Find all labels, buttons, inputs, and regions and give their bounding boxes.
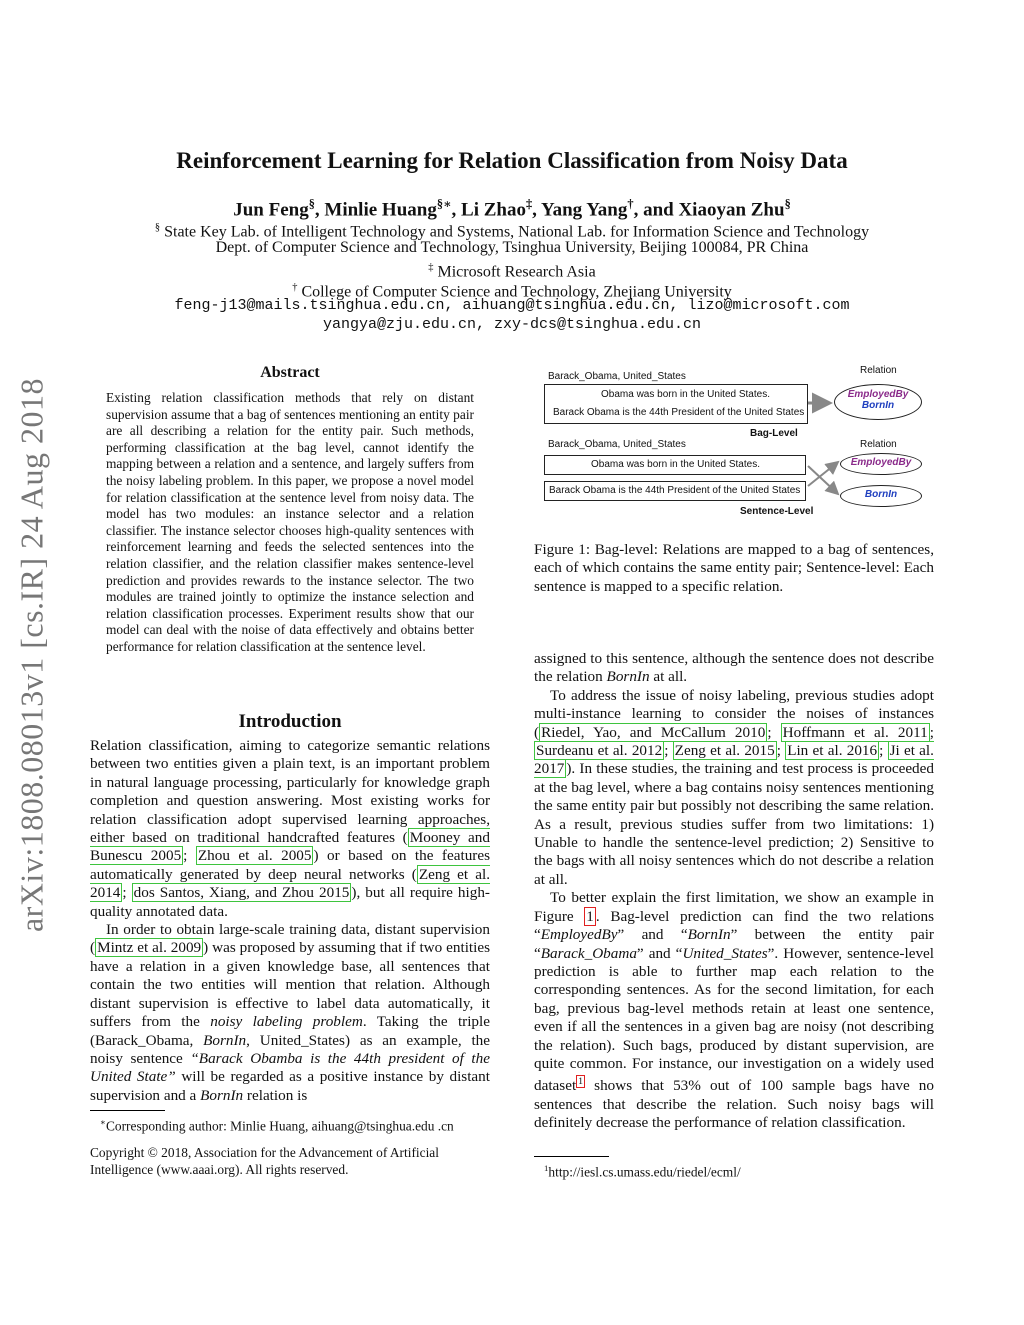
- sentence-relation-ellipse-2: [840, 485, 922, 507]
- intro-paragraph-2: In order to obtain large-scale training data, distant supervision ( Mintz et al. 2009 ) was proposed by assuming that if two entities have a relation in a given knowledge base, all sentences that contain the two entities will mention that relation. Although distant supervision is effective to label data automatically, it suffers from the noisy labeling problem. Taking the triple (Barack_Obama, BornIn, United_States) as an example, the noisy sentence “Barack Obamba is the 44th president of the United State” will be regarded as a positive instance by distant supervision and a BornIn relation is: [90, 921, 491, 1104]
- rel-bornin-2: BornIn: [864, 489, 898, 500]
- citation-link[interactable]: Lin et al. 2016: [787, 742, 878, 760]
- sentence-box-1: [544, 455, 806, 475]
- bag-sentence-2: Barack Obama is the 44th President of the United States: [553, 407, 805, 418]
- footnote-rule-right: [534, 1156, 609, 1157]
- citation-link[interactable]: Ji et al. 2017: [534, 742, 934, 778]
- sentence-arrow-1: [808, 462, 838, 486]
- right-paragraph-0: assigned to this sentence, although the sentence does not describe the relation BornIn at all.: [534, 650, 934, 686]
- sentence-relation-ellipse-1: [840, 453, 922, 475]
- bag-relation-ellipse: [834, 384, 922, 420]
- citation-link[interactable]: Mintz et al. 2009: [97, 939, 202, 957]
- right-paragraph-1: To address the issue of noisy labeling, previous studies adopt multi-instance learning to consider the noises of instances ( Riedel, Yao, and McCallum 2010 ; Hoffmann et al. 2011 ; Surdeanu et al. 2012 ; Zeng et al. 2015 ; Lin et al. 2016 ; Ji et al. 2017 ). In these studies, the training and test process is proceeded at the bag level, where a bag contains noisy sentences mentioning the same entity pair but possibly not describing the same relation. As a result, previous studies suffer from two limitations: 1) Unable to handle the sentence-level prediction; 2) Sensitive to the bags with all noisy sentences which do not describe a relation at all.: [534, 686, 934, 888]
- citation-link[interactable]: Mooney and Bunescu 2005: [90, 829, 490, 865]
- abstract-heading: Abstract: [260, 364, 320, 381]
- citation-link[interactable]: Riedel, Yao, and McCallum 2010: [541, 723, 766, 741]
- paper-title: Reinforcement Learning for Relation Classification from Noisy Data: [176, 148, 848, 173]
- figure-ref-link[interactable]: 1: [586, 907, 594, 925]
- abstract-text: Existing relation classification methods that rely on distant supervision assume that a bag of sentences mentioning an entity pair are all describing a relation for the entity pair. Such methods, performing classification at the bag level, cannot identify the mapping between a relation and a sentence, and largely suffers from the noisy labeling problem. In this paper, we propose a novel model for relation classification at the sentence level from noisy data. The model has two modules: an instance selector and a relation classifier. The instance selector chooses high-quality sentences with reinforcement learning and feeds the selected sentences into the relation classifier, and the relation classifier makes sentence-level prediction and provides rewards to the instance selector. The two modules are trained jointly to optimize the instance selection and relation classification processes. Experiment results show that our model can deal with the noise of data effectively and obtains better performance for relation classification at the sentence level.: [106, 390, 474, 654]
- rel-bornin: BornIn: [861, 400, 895, 411]
- bag-level-label: Bag-Level: [750, 428, 798, 439]
- rel-employedby: EmployedBy: [847, 389, 909, 400]
- intro-body: [90, 737, 490, 1105]
- sentence-1: Obama was born in the United States.: [591, 459, 760, 470]
- copyright-notice: Copyright © 2018, Association for the Advancement of Artificial Intelligence (www.aaai.org). All rights reserved.: [90, 1145, 439, 1177]
- emails-2: yangya@zju.edu.cn, zxy-dcs@tsinghua.edu.cn: [322, 316, 702, 333]
- citation-link[interactable]: Hoffmann et al. 2011: [782, 723, 928, 741]
- sentence-2: Barack Obama is the 44th President of the United States: [549, 485, 801, 496]
- sentence-entity-pair: Barack_Obama, United_States: [548, 439, 686, 450]
- emails-1: feng-j13@mails.tsinghua.edu.cn, aihuang@tsinghua.edu.cn, lizo@microsoft.com: [174, 297, 850, 314]
- citation-link[interactable]: Zeng et al. 2015: [674, 742, 775, 760]
- figure-caption: Figure 1: Bag-level: Relations are mapped to a bag of sentences, each of which contains the same entity pair; Sentence-level: Each sentence is mapped to a specific relation.: [534, 541, 934, 595]
- relation-label-2: Relation: [860, 439, 897, 450]
- footnote-rule: [90, 1110, 165, 1111]
- footnote-corresponding: ∗Corresponding author: Minlie Huang, aihuang@tsinghua.edu .cn: [100, 1117, 454, 1134]
- intro-paragraph-1: Relation classification, aiming to categorize semantic relations between two entities given a plain text, is an important problem in natural language processing, particularly for knowledge graph completion and question answering. Most existing works for relation classification adopt supervised learning approaches, either based on traditional handcrafted features ( Mooney and Bunescu 2005 ; Zhou et al. 2005 ) or based on the features automatically generated by deep neural networks ( Zeng et al. 2014 ; dos Santos, Xiang, and Zhou 2015 ), but all require high-quality annotated data.: [90, 737, 490, 920]
- author-list: Jun Feng§, Minlie Huang§∗, Li Zhao‡, Yang Yang†, and Xiaoyan Zhu§: [233, 197, 791, 221]
- citation-link[interactable]: Zhou et al. 2005: [197, 847, 312, 865]
- right-paragraph-2: To better explain the first limitation, we show an example in Figure 1 . Bag-level prediction can find the two relations “EmployedBy” and “BornIn” between the entity pair “Barack_Obama” and “United_States”. However, sentence-level prediction is able to further map each relation to the corresponding sentences. As for the second limitation, for each bag, previous bag-level methods retain at least one sentence, even if all the sentences in a given bag are noisy (not describing the relation). Such bags, produced by distant supervision, are quite common. For instance, our investigation on a widely used dataset $^1$ shows that 53% out of 100 sample bags have no sentences that describe the relation. Such noisy bags will definitely decrease the performance of relation classification.: [534, 889, 934, 1132]
- affiliation-2: Dept. of Computer Science and Technology, Tsinghua University, Beijing 100084, PR China: [215, 239, 809, 256]
- relation-label: Relation: [860, 365, 897, 376]
- bag-sentence-1: Obama was born in the United States.: [601, 389, 770, 400]
- citation-link[interactable]: dos Santos, Xiang, and Zhou 2015: [133, 884, 350, 902]
- introduction-heading: Introduction: [238, 711, 342, 732]
- affiliation-4: † College of Computer Science and Technology, Zhejiang University: [292, 282, 732, 301]
- footnote-url: $^1$http://iesl.cs.umass.edu/riedel/ecml/: [544, 1163, 741, 1180]
- sentence-arrow-2: [808, 466, 838, 494]
- sentence-level-label: Sentence-Level: [740, 506, 814, 517]
- rel-employedby-2: EmployedBy: [850, 457, 912, 468]
- citation-link[interactable]: Zeng et al. 2014: [90, 865, 490, 902]
- affiliation-3: ‡ Microsoft Research Asia: [428, 262, 596, 281]
- footnote-ref-link[interactable]: 1: [578, 1076, 584, 1088]
- citation-link[interactable]: Surdeanu et al. 2012: [536, 742, 663, 760]
- affiliation-1: § State Key Lab. of Intelligent Technology and Systems, National Lab. for Information Science and Technology: [154, 222, 870, 241]
- right-column-body: [534, 650, 934, 1133]
- bag-entity-pair: Barack_Obama, United_States: [548, 371, 686, 382]
- figure-1: [534, 362, 934, 522]
- arxiv-stamp: arXiv:1808.08013v1 [cs.IR] 24 Aug 2018: [13, 377, 50, 933]
- sentence-box-2: [544, 481, 806, 501]
